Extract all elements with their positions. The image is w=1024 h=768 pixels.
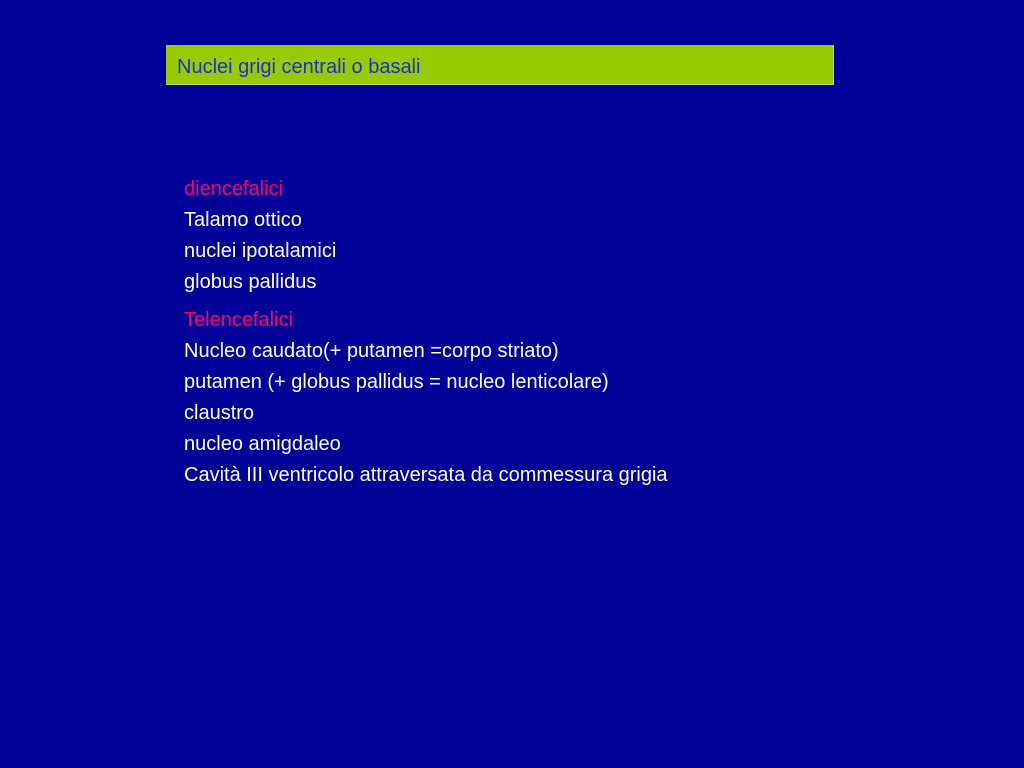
list-item: claustro bbox=[184, 402, 255, 424]
list-item: nuclei ipotalamici bbox=[184, 240, 337, 262]
title-box bbox=[166, 45, 834, 85]
slide-title: Nuclei grigi centrali o basali bbox=[177, 56, 421, 78]
list-item: nucleo amigdaleo bbox=[184, 433, 341, 455]
list-item: Nucleo caudato(+ putamen =corpo striato) bbox=[184, 340, 559, 362]
list-item: Cavità III ventricolo attraversata da commessura grigia bbox=[184, 464, 668, 486]
list-item: globus pallidus bbox=[184, 271, 317, 293]
section-heading-telencefalici: Telencefalici bbox=[184, 309, 293, 331]
section-heading-diencefalici: diencefalici bbox=[184, 178, 283, 200]
list-item: Talamo ottico bbox=[184, 209, 302, 231]
list-item: putamen (+ globus pallidus = nucleo lenticolare) bbox=[184, 371, 609, 393]
slide-content bbox=[184, 174, 984, 491]
section-spacer bbox=[184, 298, 984, 305]
